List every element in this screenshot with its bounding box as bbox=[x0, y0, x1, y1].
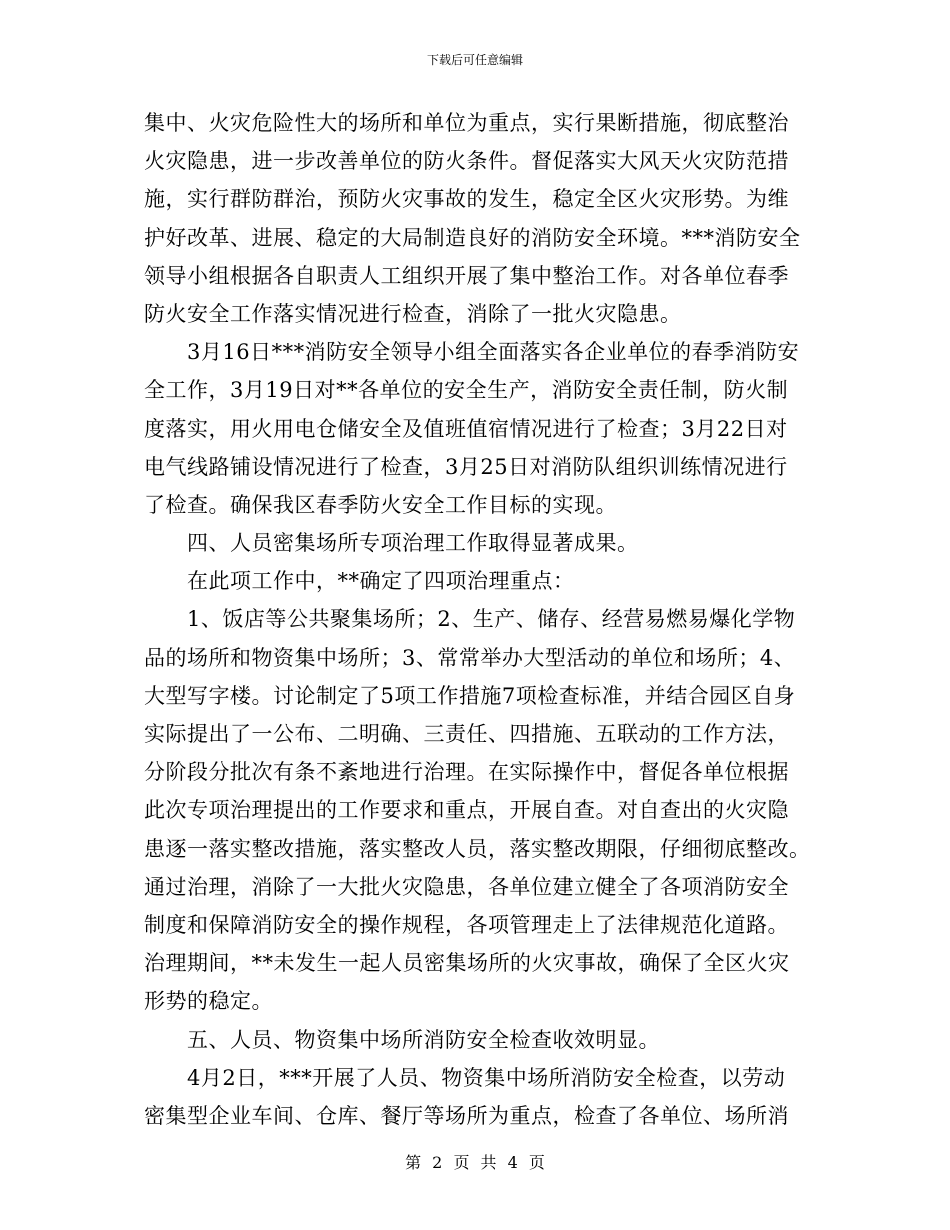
section-heading: 四、人员密集场所专项治理工作取得显著成果。 bbox=[187, 531, 639, 556]
text-line: 大型写字楼。讨论制定了5项工作措施7项检查标准，并结合园区自身 bbox=[144, 683, 796, 708]
text-line: 实际提出了一公布、二明确、三责任、四措施、五联动的工作方法， bbox=[144, 722, 789, 746]
paragraph-start-line: 3月16日***消防安全领导小组全面落实各企业单位的春季消防安 bbox=[187, 340, 800, 365]
paragraph-start-line: 1、饭店等公共聚集场所；2、生产、储存、经营易燃易爆化学物 bbox=[187, 607, 796, 632]
page-header: 下载后可任意编辑 bbox=[426, 53, 523, 67]
page-footer: 第 2 页 共 4 页 bbox=[405, 1153, 545, 1172]
text-line: 形势的稳定。 bbox=[144, 989, 273, 1014]
text-line: 火灾隐患，进一步改善单位的防火条件。督促落实大风天火灾防范措 bbox=[144, 149, 789, 174]
text-line: 施，实行群防群治，预防火灾事故的发生，稳定全区火灾形势。为维 bbox=[144, 187, 789, 212]
paragraph-start-line: 4月2日，***开展了人员、物资集中场所消防安全检查，以劳动 bbox=[187, 1065, 786, 1090]
text-line: 了检查。确保我区春季防火安全工作目标的实现。 bbox=[144, 492, 617, 517]
section-heading: 五、人员、物资集中场所消防安全检查收效明显。 bbox=[187, 1027, 660, 1052]
paragraph-start-line: 在此项工作中，**确定了四项治理重点： bbox=[187, 569, 575, 594]
text-line: 此次专项治理提出的工作要求和重点，开展自查。对自查出的火灾隐 bbox=[144, 798, 789, 823]
text-line: 防火安全工作落实情况进行检查，消除了一批火灾隐患。 bbox=[144, 301, 682, 326]
text-line: 领导小组根据各自职责人工组织开展了集中整治工作。对各单位春季 bbox=[144, 263, 789, 288]
text-line: 度落实，用火用电仓储安全及值班值宿情况进行了检查；3月22日对 bbox=[144, 416, 788, 441]
text-line: 分阶段分批次有条不紊地进行治理。在实际操作中，督促各单位根据 bbox=[144, 760, 789, 785]
text-line: 电气线路铺设情况进行了检查，3月25日对消防队组织训练情况进行 bbox=[144, 454, 788, 479]
text-line: 全工作，3月19日对**各单位的安全生产，消防安全责任制，防火制 bbox=[144, 378, 789, 403]
text-line: 密集型企业车间、仓库、餐厅等场所为重点，检查了各单位、场所消 bbox=[144, 1103, 789, 1128]
text-line: 通过治理，消除了一大批火灾隐患，各单位建立健全了各项消防安全 bbox=[144, 874, 789, 899]
text-line: 集中、火灾危险性大的场所和单位为重点，实行果断措施，彻底整治 bbox=[144, 111, 789, 135]
text-line: 护好改革、进展、稳定的大局制造良好的消防安全环境。***消防安全 bbox=[144, 225, 801, 250]
text-line: 治理期间，**未发生一起人员密集场所的火灾事故，确保了全区火灾 bbox=[144, 951, 790, 976]
text-line: 患逐一落实整改措施，落实整改人员，落实整改期限，仔细彻底整改。 bbox=[144, 836, 811, 861]
document-body bbox=[144, 104, 811, 1135]
text-line: 制度和保障消防安全的操作规程，各项管理走上了法律规范化道路。 bbox=[144, 912, 789, 937]
text-line: 品的场所和物资集中场所；3、常常举办大型活动的单位和场所；4、 bbox=[144, 645, 796, 670]
